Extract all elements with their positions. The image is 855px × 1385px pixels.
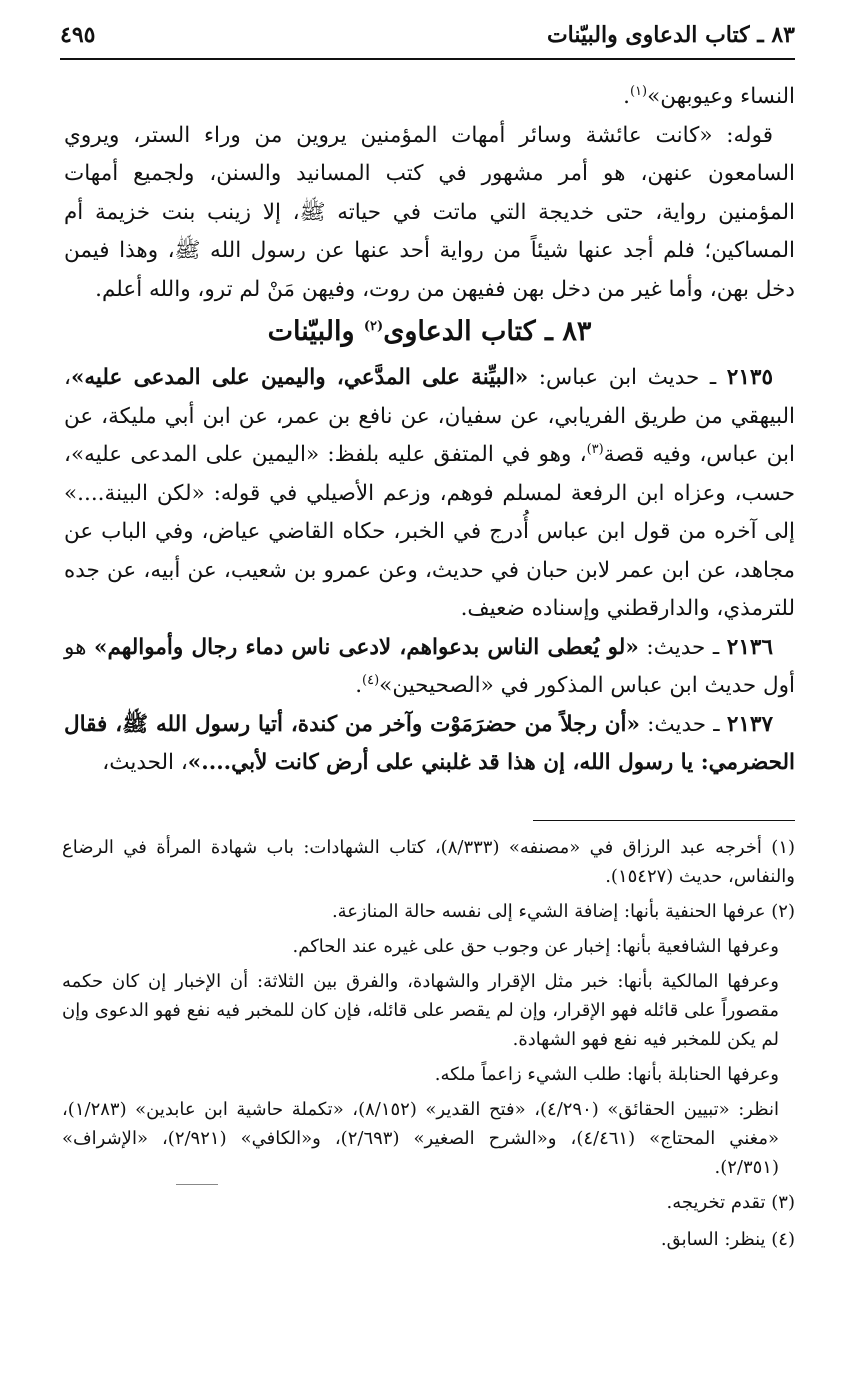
- hadith-quote: «البيِّنة على المدَّعي، واليمين على المدعى عليه»: [70, 365, 529, 390]
- hadith-2136: ٢١٣٦ ـ حديث: «لو يُعطى الناس بدعواهم، لادعى ناس دماء رجال وأموالهم» هو أول حديث ابن عباس المذكور في «الصحيحين»$^{(٤)}$.: [64, 634, 795, 698]
- footnote-divider: [533, 820, 795, 821]
- footnote-2-maliki: وعرفها المالكية بأنها: خبر مثل الإقرار والشهادة، والفرق بين الثلاثة: أن الإخبار إن كان حكمه مقصوراً على قائله فهو الإقرار، وإن لم يقصر على قائله، فإن كان للمخبر فيه نفع فهو الدعوى وإن لم يكن للمخبر فيه نفع فهو الشهادة.: [62, 971, 779, 1050]
- footnote-2: (٢) عرفها الحنفية بأنها: إضافة الشيء إلى نفسه حالة المنازعة.: [331, 901, 795, 922]
- running-title: ٨٣ ـ كتاب الدعاوى والبيّنات: [546, 22, 795, 48]
- paragraph-commentary: قوله: «كانت عائشة وسائر أمهات المؤمنين يروين من وراء الستر، ويروي السامعون عنهن، هو أمر مشهور في كتب المسانيد والسنن، ولجميع أمهات المؤمنين رواية، حتى خديجة التي ماتت في حياته ﷺ، إلا زينب بنت خزيمة أم المساكين؛ فلم أجد عنها شيئاً من رواية أحد عنها عن رسول الله ﷺ، وهذا فيمن دخل بهن، وأما غير من دخل بهن ففيهن من روت، وفيهن مَنْ لم ترو، والله أعلم.: [64, 122, 795, 302]
- page-number: ٤٩٥: [60, 22, 96, 48]
- hadith-2137: ٢١٣٧ ـ حديث: «أن رجلاً من حضرَمَوْت وآخر من كندة، أتيا رسول الله ﷺ، فقال الحضرمي: يا رسول الله، إن هذا قد غلبني على أرض كانت لأبي....»، الحديث،: [64, 711, 795, 775]
- footnote-2-references: انظر: «تبيين الحقائق» (٤/٢٩٠)، «فتح القدير» (٨/١٥٢)، «تكملة حاشية ابن عابدين» (١/٢٨٣)، «مغني المحتاج» (٤/٤٦١)، و«الشرح الصغير» (٢/٦٩٣)، و«الكافي» (٢/٩٢١)، «الإشراف» (٢/٣٥١).: [62, 1099, 779, 1178]
- main-text: [64, 78, 795, 783]
- hadith-quote: «لو يُعطى الناس بدعواهم، لادعى ناس دماء رجال وأموالهم»: [94, 634, 639, 660]
- footnote-ref-2: (٢): [363, 319, 384, 334]
- chapter-heading: ٨٣ ـ كتاب الدعاوى$^{(٢)}$ والبيّنات: [267, 316, 592, 347]
- hadith-number: ٢١٣٥: [726, 365, 773, 390]
- hadith-2135: ٢١٣٥ ـ حديث ابن عباس: «البيِّنة على المدَّعي، واليمين على المدعى عليه»، البيهقي من طريق الفريابي، عن سفيان، عن نافع بن عمر، عن ابن أبي مليكة، عن ابن عباس، وفيه قصة$^{(٣)}$، وهو في المتفق عليه بلفظ: «اليمين على المدعى عليه»، حسب، وعزاه ابن الرفعة لمسلم فوهم، وزعم الأصيلي في قوله: «لكن البينة....» إلى آخره من قول ابن عباس أُدرج في الخبر، حكاه القاضي عياض، وفي الباب عن مجاهد، عن ابن عمر لابن حبان في حديث، وعن عمرو بن شعيب، عن أبيه، عن جده للترمذي، والدارقطني وإسناده ضعيف.: [64, 365, 795, 621]
- paragraph-continuation: النساء وعيوبهن»$^{(١)}$.: [623, 83, 795, 109]
- footnote-2-hanbali: وعرفها الحنابلة بأنها: طلب الشيء زاعماً ملكه.: [434, 1064, 779, 1085]
- footnote-ref-4: (٤): [362, 672, 380, 688]
- hadith-number: ٢١٣٦: [726, 634, 773, 660]
- hadith-quote: «أن رجلاً من حضرَمَوْت وآخر من كندة، أتيا رسول الله ﷺ، فقال الحضرمي: يا رسول الله، إن هذا قد غلبني على أرض كانت لأبي....»: [64, 711, 795, 775]
- decorative-rule: [176, 1184, 218, 1185]
- footnote-ref-1: (١): [629, 83, 648, 99]
- footnote-1: (١) أخرجه عبد الرزاق في «مصنفه» (٨/٣٣٣)، كتاب الشهادات: باب شهادة المرأة في الرضاع والنفاس، حديث (١٥٤٢٧).: [62, 837, 796, 887]
- footnote-2-shafii: وعرفها الشافعية بأنها: إخبار عن وجوب حق على غيره عند الحاكم.: [292, 936, 779, 957]
- footnote-4: (٤) ينظر: السابق.: [660, 1229, 795, 1250]
- hadith-number: ٢١٣٧: [726, 711, 774, 737]
- footnotes: [62, 833, 795, 1262]
- footnote-ref-3: (٣): [586, 441, 604, 457]
- footnote-3: (٣) تقدم تخريجه.: [666, 1192, 795, 1213]
- running-header: [60, 12, 795, 60]
